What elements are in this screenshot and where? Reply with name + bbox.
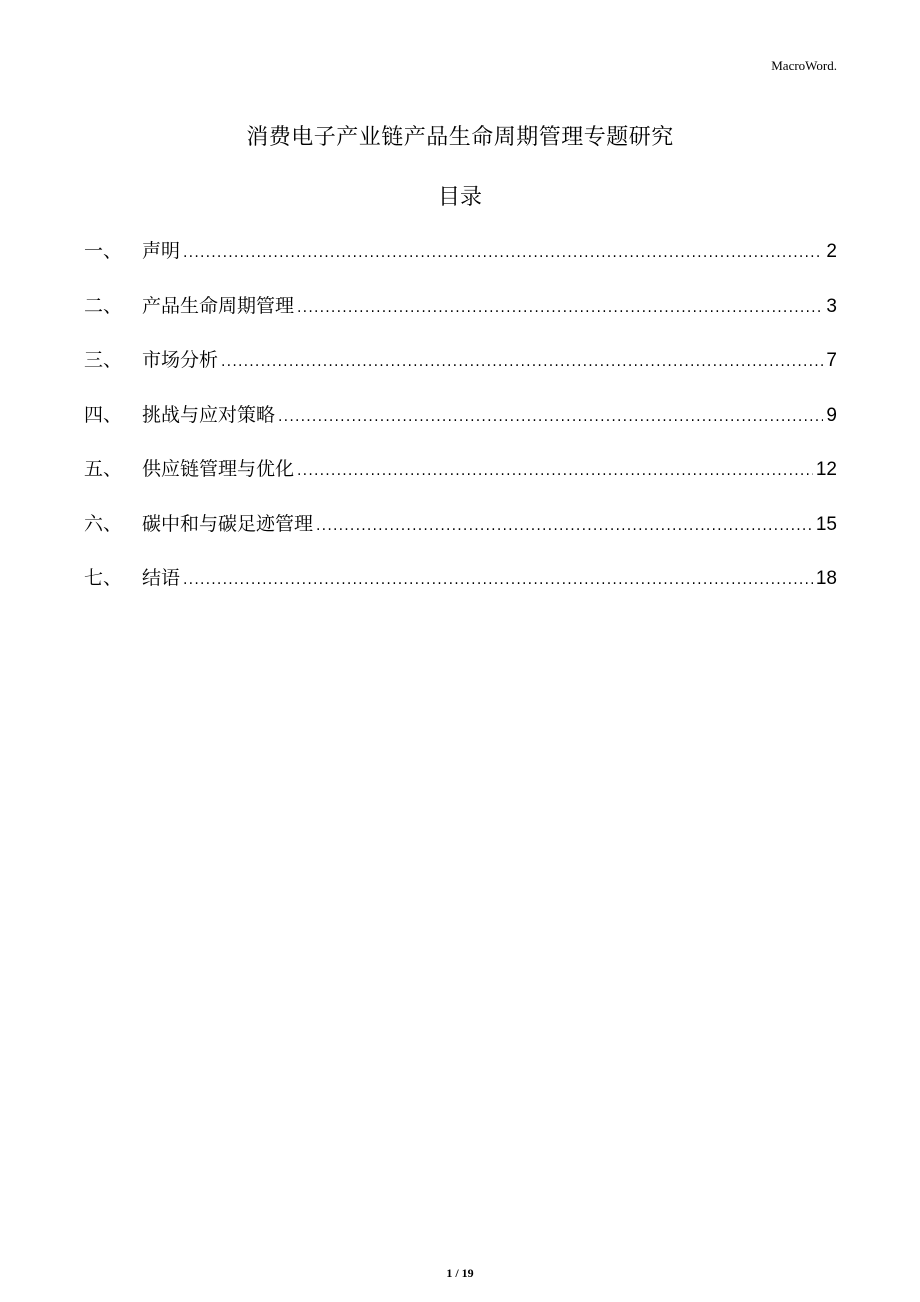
toc-entry-number: 六、 (84, 512, 123, 535)
toc-dot-leader (183, 245, 823, 261)
toc-entry-page: 12 (815, 459, 837, 480)
toc-entry-page: 9 (826, 404, 837, 426)
toc-entry-conclusion[interactable] (84, 563, 837, 618)
toc-entry-declaration[interactable] (84, 236, 837, 291)
page-indicator: 1 / 19 (446, 1266, 474, 1280)
toc-entry-label: 产品生命周期管理 (142, 294, 295, 317)
toc-entry-page: 3 (826, 295, 837, 317)
toc-entry-page: 18 (815, 568, 837, 589)
toc-dot-leader (278, 409, 823, 425)
toc-entry-page: 7 (826, 350, 837, 371)
toc-entry-supply-chain[interactable] (84, 454, 837, 509)
toc-entry-number: 二、 (84, 294, 123, 317)
toc-entry-label: 挑战与应对策略 (142, 403, 276, 426)
toc-entry-challenges[interactable] (84, 400, 837, 455)
toc-entry-number: 四、 (84, 403, 123, 426)
toc-entry-page: 2 (826, 241, 837, 262)
toc-entry-page: 15 (815, 513, 837, 535)
toc-entry-market-analysis[interactable] (84, 345, 837, 400)
toc-entry-carbon[interactable] (84, 509, 837, 564)
toc-entry-label: 声明 (142, 240, 181, 262)
toc-entry-number: 五、 (84, 458, 123, 480)
toc-entry-number: 三、 (84, 349, 123, 371)
toc-entry-label: 碳中和与碳足迹管理 (142, 512, 314, 535)
toc-dot-leader (297, 300, 823, 316)
table-of-contents (84, 236, 837, 618)
toc-entry-label: 市场分析 (142, 349, 219, 371)
toc-entry-lifecycle-management[interactable] (84, 291, 837, 346)
toc-dot-leader (221, 354, 823, 370)
toc-entry-label: 结语 (142, 567, 181, 589)
toc-entry-number: 七、 (84, 567, 123, 589)
toc-dot-leader (316, 518, 813, 534)
toc-entry-label: 供应链管理与优化 (142, 458, 295, 480)
document-title: 消费电子产业链产品生命周期管理专题研究 (246, 125, 674, 150)
toc-dot-leader (297, 463, 813, 479)
toc-entry-number: 一、 (84, 240, 123, 262)
toc-heading: 目录 (437, 185, 482, 210)
header-brand: MacroWord. (771, 58, 837, 73)
toc-dot-leader (183, 572, 813, 588)
